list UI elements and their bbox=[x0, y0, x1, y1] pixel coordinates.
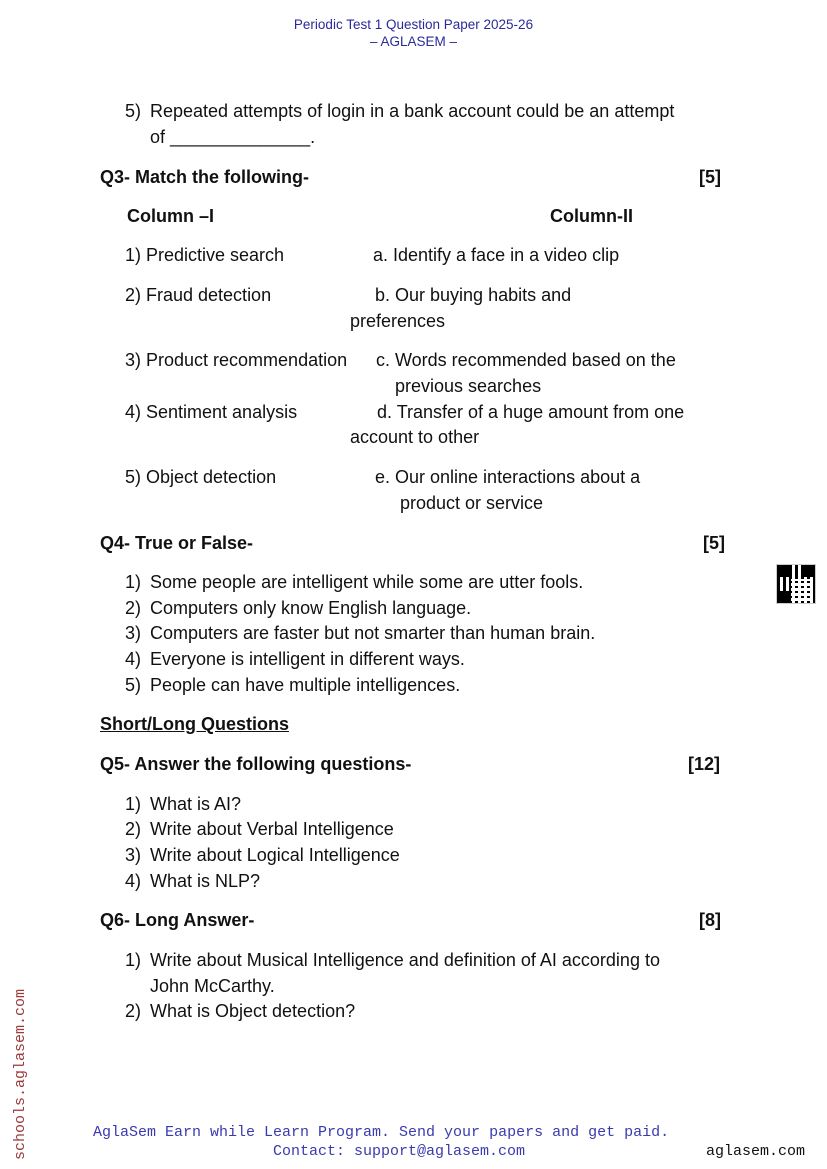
match-left: 3) Product recommendation bbox=[125, 350, 348, 370]
q6-item-cont: John McCarthy. bbox=[150, 976, 275, 996]
q4-item: Everyone is intelligent in different ways. bbox=[150, 649, 465, 669]
q5-item: What is AI? bbox=[150, 794, 242, 814]
q2-item-text-cont: of ______________. bbox=[150, 127, 316, 147]
q5-item: What is NLP? bbox=[150, 871, 261, 891]
side-watermark: schools.aglasem.com bbox=[12, 988, 29, 1160]
q5-item: Write about Verbal Intelligence bbox=[150, 819, 394, 839]
match-right: b. Our buying habits and bbox=[375, 285, 572, 305]
match-right-cont: preferences bbox=[350, 311, 446, 331]
q6-item: Write about Musical Intelligence and definition of AI according to bbox=[150, 950, 660, 970]
match-right-cont: previous searches bbox=[395, 376, 542, 396]
q5-item-number: 1) bbox=[125, 794, 142, 814]
match-right-cont: account to other bbox=[350, 427, 480, 447]
q4-item-number: 1) bbox=[125, 572, 142, 592]
q5-item-number: 2) bbox=[125, 819, 142, 839]
q2-item-text: Repeated attempts of login in a bank account could be an attempt bbox=[150, 101, 675, 121]
q6-item-number: 1) bbox=[125, 950, 142, 970]
match-right: a. Identify a face in a video clip bbox=[373, 245, 620, 265]
q6-marks: [8] bbox=[699, 910, 721, 930]
footer-contact[interactable]: Contact: support@aglasem.com bbox=[273, 1143, 526, 1160]
q4-item: Some people are intelligent while some are utter fools. bbox=[150, 572, 584, 592]
footer-promo: AglaSem Earn while Learn Program. Send your papers and get paid. bbox=[93, 1124, 670, 1141]
q6-item-number: 2) bbox=[125, 1001, 142, 1021]
q5-item-number: 3) bbox=[125, 845, 142, 865]
match-right-cont: product or service bbox=[400, 493, 544, 513]
match-left: 1) Predictive search bbox=[125, 245, 285, 265]
header-subtitle: – AGLASEM – bbox=[369, 34, 458, 49]
match-right: c. Words recommended based on the bbox=[376, 350, 676, 370]
q3-marks: [5] bbox=[699, 167, 721, 187]
q4-item-number: 4) bbox=[125, 649, 142, 669]
column-1-header: Column –I bbox=[127, 206, 215, 226]
q3-title: Q3- Match the following- bbox=[100, 167, 309, 187]
q4-item-number: 2) bbox=[125, 598, 142, 618]
q5-marks: [12] bbox=[688, 754, 721, 774]
q4-item: Computers are faster but not smarter than human brain. bbox=[150, 623, 596, 643]
q4-item: People can have multiple intelligences. bbox=[150, 675, 461, 695]
q6-title: Q6- Long Answer- bbox=[100, 910, 255, 930]
q5-item-number: 4) bbox=[125, 871, 142, 891]
footer-site[interactable]: aglasem.com bbox=[706, 1143, 806, 1160]
q4-title: Q4- True or False- bbox=[100, 533, 254, 553]
q5-title: Q5- Answer the following questions- bbox=[100, 754, 412, 774]
match-left: 5) Object detection bbox=[125, 467, 277, 487]
match-left: 4) Sentiment analysis bbox=[125, 402, 298, 422]
q5-item: Write about Logical Intelligence bbox=[150, 845, 400, 865]
header-title: Periodic Test 1 Question Paper 2025-26 bbox=[293, 17, 534, 32]
section-heading: Short/Long Questions bbox=[100, 714, 289, 734]
q4-marks: [5] bbox=[703, 533, 725, 553]
q6-item: What is Object detection? bbox=[150, 1001, 356, 1021]
q2-item-number: 5) bbox=[125, 101, 142, 121]
column-2-header: Column-II bbox=[550, 206, 633, 226]
q4-item: Computers only know English language. bbox=[150, 598, 472, 618]
qr-code bbox=[777, 565, 815, 603]
q4-item-number: 5) bbox=[125, 675, 142, 695]
match-right: e. Our online interactions about a bbox=[375, 467, 641, 487]
q4-item-number: 3) bbox=[125, 623, 142, 643]
match-left: 2) Fraud detection bbox=[125, 285, 272, 305]
match-right: d. Transfer of a huge amount from one bbox=[377, 402, 685, 422]
